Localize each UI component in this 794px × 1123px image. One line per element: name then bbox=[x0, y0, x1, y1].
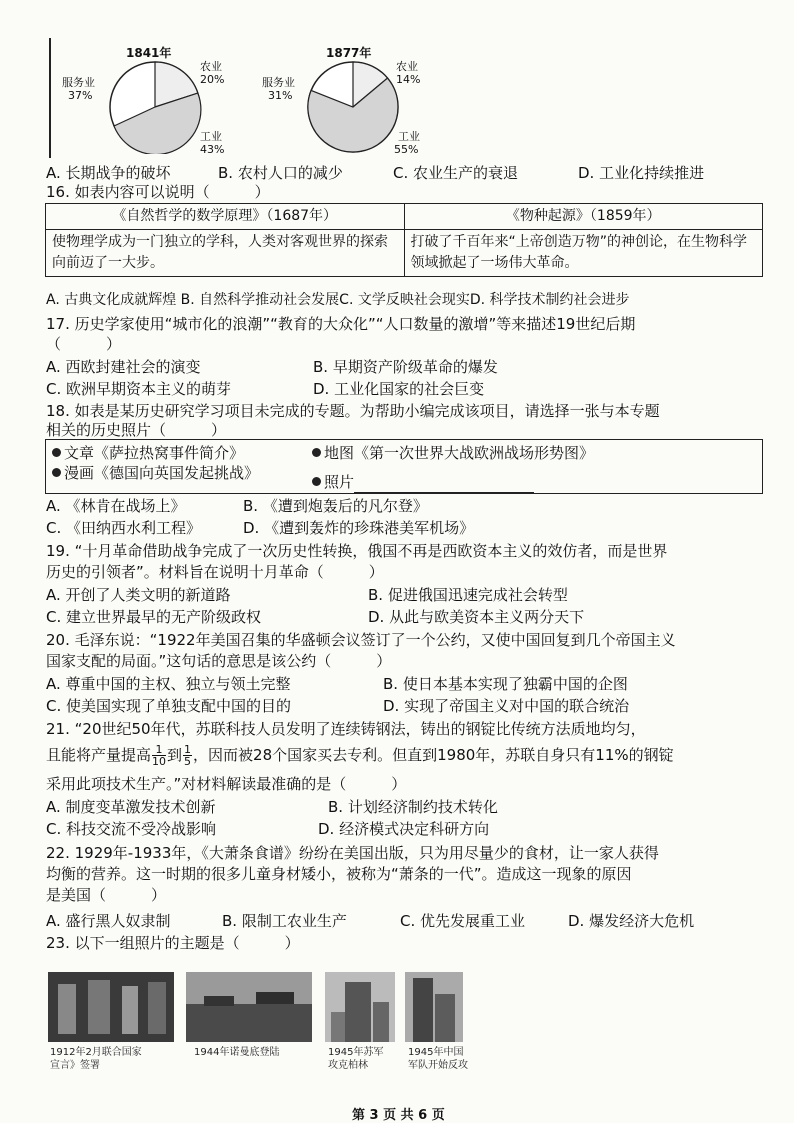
q21-option-c[interactable]: C. 科技交流不受冷战影响 bbox=[46, 820, 217, 838]
photo-3-berlin bbox=[325, 972, 395, 1042]
bullet-icon bbox=[312, 477, 321, 486]
pie1-serv-label: 服务业 bbox=[62, 76, 95, 89]
pie2-agri-value: 14% bbox=[396, 73, 421, 86]
photo-4-texture bbox=[405, 972, 463, 1042]
caption-4-line2: 军队开始反攻 bbox=[408, 1060, 468, 1071]
q22-stem-line1: 22. 1929年-1933年，《大萧条食谱》纷纷在美国出版，只为用尽量少的食材，让一家人获得 bbox=[46, 844, 659, 862]
q21-fraction-2-den: 5 bbox=[184, 755, 192, 768]
q20-option-c[interactable]: C. 使美国实现了单独支配中国的目的 bbox=[46, 697, 292, 715]
q18-item-cartoon bbox=[52, 463, 259, 483]
caption-2: 1944年诺曼底登陆 bbox=[194, 1047, 280, 1058]
q18-item-cartoon-label: 漫画《德国向英国发起挑战》 bbox=[64, 464, 260, 482]
q20-option-b[interactable]: B. 使日本基本实现了独霸中国的企图 bbox=[383, 675, 628, 693]
pie1-agri-value: 20% bbox=[200, 73, 225, 86]
q16-table bbox=[45, 203, 763, 277]
q16-cell-2: 打破了千百年来“上帝创造万物”的神创论，在生物科学领域掀起了一场伟大革命。 bbox=[404, 230, 763, 277]
q18-photo-blank bbox=[354, 472, 534, 493]
q19-option-b[interactable]: B. 促进俄国迅速完成社会转型 bbox=[368, 586, 568, 604]
q22-option-a[interactable]: A. 盛行黑人奴隶制 bbox=[46, 912, 171, 930]
q21-stem-text-b: ，因而被28个国家买去专利。但直到1980年，苏联自身只有11%的钢锭 bbox=[193, 746, 674, 764]
q16-header-2: 《物种起源》（1859年） bbox=[404, 204, 763, 230]
q22-option-b[interactable]: B. 限制工农业生产 bbox=[222, 912, 347, 930]
q17-stem-line1: 17. 历史学家使用“城市化的浪潮”“教育的大众化”“人口数量的激增”等来描述19世纪后期 bbox=[46, 315, 636, 333]
q16-options[interactable]: A. 古典文化成就辉煌 B. 自然科学推动社会发展C. 文学反映社会现实D. 科学技术制约社会进步 bbox=[46, 292, 630, 308]
q21-fraction-1-num: 1 bbox=[152, 744, 166, 756]
pie2-agri-label: 农业 bbox=[396, 60, 418, 73]
q21-stem-line2 bbox=[46, 744, 674, 767]
q17-stem-line2: （ ） bbox=[46, 335, 122, 353]
bullet-icon bbox=[312, 448, 321, 457]
q21-stem-line3: 采用此项技术生产。”对材料解读最准确的是（ ） bbox=[46, 775, 407, 793]
q22-option-d[interactable]: D. 爆发经济大危机 bbox=[568, 912, 695, 930]
q17-option-d[interactable]: D. 工业化国家的社会巨变 bbox=[313, 380, 485, 398]
bullet-icon bbox=[52, 468, 61, 477]
pie2-serv-value: 31% bbox=[268, 89, 293, 102]
photo-3-texture bbox=[325, 972, 395, 1042]
q17-option-c[interactable]: C. 欧洲早期资本主义的萌芽 bbox=[46, 380, 232, 398]
q23-stem: 23. 以下一组照片的主题是（ ） bbox=[46, 934, 300, 952]
page-number: 第 3 页 共 6 页 bbox=[352, 1108, 445, 1123]
caption-1-line2: 宣言》签署 bbox=[50, 1060, 100, 1071]
pie2-ind-value: 55% bbox=[394, 143, 419, 156]
pie2-ind-label: 工业 bbox=[398, 130, 420, 143]
q21-option-b[interactable]: B. 计划经济制约技术转化 bbox=[328, 798, 498, 816]
q18-stem-line2: 相关的历史照片（ ） bbox=[46, 421, 227, 439]
q19-option-c[interactable]: C. 建立世界最早的无产阶级政权 bbox=[46, 608, 262, 626]
pie1-graphic bbox=[108, 60, 202, 154]
caption-4-line1: 1945年中国 bbox=[408, 1047, 464, 1058]
q19-option-d[interactable]: D. 从此与欧美资本主义两分天下 bbox=[368, 608, 585, 626]
q18-option-a[interactable]: A. 《林肯在战场上》 bbox=[46, 497, 186, 515]
q18-item-article-label: 文章《萨拉热窝事件简介》 bbox=[64, 444, 245, 462]
pie1-serv-value: 37% bbox=[68, 89, 93, 102]
q21-stem-text-a: 且能将产量提高 bbox=[46, 746, 152, 764]
photo-2-normandy bbox=[186, 972, 312, 1042]
q22-option-c[interactable]: C. 优先发展重工业 bbox=[400, 912, 526, 930]
q16-stem: 16. 如表内容可以说明（ ） bbox=[46, 183, 270, 201]
margin-line bbox=[49, 38, 51, 158]
pie2-serv-label: 服务业 bbox=[262, 76, 295, 89]
photo-2-texture bbox=[186, 972, 312, 1042]
q18-item-photo bbox=[312, 472, 534, 493]
q18-option-c[interactable]: C. 《田纳西水利工程》 bbox=[46, 519, 202, 537]
caption-3-line2: 攻克柏林 bbox=[328, 1060, 368, 1071]
q21-option-a[interactable]: A. 制度变革激发技术创新 bbox=[46, 798, 216, 816]
q18-item-photo-label: 照片 bbox=[324, 473, 355, 491]
q17-option-b[interactable]: B. 早期资产阶级革命的爆发 bbox=[313, 358, 498, 376]
pie1-agri-label: 农业 bbox=[200, 60, 222, 73]
q21-fraction-2-num: 1 bbox=[184, 743, 192, 756]
q21-fraction-2 bbox=[183, 744, 192, 767]
caption-4 bbox=[408, 1046, 468, 1072]
q22-stem-line2: 均衡的营养。这一时期的很多儿童身材矮小，被称为“萧条的一代”。造成这一现象的原因 bbox=[46, 865, 632, 883]
bullet-icon bbox=[52, 448, 61, 457]
q20-stem-line2: 国家支配的局面。”这句话的意思是该公约（ ） bbox=[46, 652, 392, 670]
q15-option-a[interactable]: A. 长期战争的破坏 bbox=[46, 164, 171, 182]
q18-item-map bbox=[312, 443, 594, 463]
pie1-year: 1841年 bbox=[126, 46, 172, 60]
q21-fraction-1 bbox=[152, 744, 166, 767]
photo-1-declaration bbox=[48, 972, 174, 1042]
q18-item-map-label: 地图《第一次世界大战欧洲战场形势图》 bbox=[324, 444, 595, 462]
q21-option-d[interactable]: D. 经济模式决定科研方向 bbox=[318, 820, 490, 838]
q15-option-c[interactable]: C. 农业生产的衰退 bbox=[393, 164, 519, 182]
pie1-ind-value: 43% bbox=[200, 143, 225, 156]
q17-option-a[interactable]: A. 西欧封建社会的演变 bbox=[46, 358, 201, 376]
q22-stem-line3: 是美国（ ） bbox=[46, 886, 167, 904]
pie1-ind-label: 工业 bbox=[200, 130, 222, 143]
pie2-year: 1877年 bbox=[326, 46, 372, 60]
photo-1-texture bbox=[48, 972, 174, 1042]
q19-option-a[interactable]: A. 开创了人类文明的新道路 bbox=[46, 586, 231, 604]
q19-stem-line2: 历史的引领者”。材料旨在说明十月革命（ ） bbox=[46, 563, 384, 581]
q20-stem-line1: 20. 毛泽东说：“1922年美国召集的华盛顿会议签订了一个公约，又使中国回复到几个帝国主义 bbox=[46, 631, 676, 649]
q19-stem-line1: 19. “十月革命借助战争完成了一次历史性转换，俄国不再是西欧资本主义的效仿者，而是世界 bbox=[46, 542, 668, 560]
q21-fraction-1-den: 10 bbox=[152, 755, 167, 768]
q21-stem-line1: 21. “20世纪50年代，苏联科技人员发明了连续铸钢法，铸出的钢锭比传统方法质地均匀， bbox=[46, 720, 646, 738]
q18-item-article bbox=[52, 443, 244, 463]
q20-option-d[interactable]: D. 实现了帝国主义对中国的联合统治 bbox=[383, 697, 630, 715]
caption-1-line1: 1912年2月联合国家 bbox=[50, 1047, 142, 1058]
caption-3-line1: 1945年苏军 bbox=[328, 1047, 384, 1058]
q16-cell-1: 使物理学成为一门独立的学科，人类对客观世界的探索向前迈了一大步。 bbox=[46, 230, 405, 277]
caption-3 bbox=[328, 1046, 383, 1072]
photo-4-counteroffensive bbox=[405, 972, 463, 1042]
caption-1 bbox=[50, 1046, 142, 1072]
q16-header-1: 《自然哲学的数学原理》（1687年） bbox=[46, 204, 405, 230]
q15-option-d[interactable]: D. 工业化持续推进 bbox=[578, 164, 705, 182]
q18-option-b[interactable]: B. 《遭到炮轰后的凡尔登》 bbox=[243, 497, 428, 515]
q15-option-b[interactable]: B. 农村人口的减少 bbox=[218, 164, 343, 182]
q20-option-a[interactable]: A. 尊重中国的主权、独立与领土完整 bbox=[46, 675, 291, 693]
q18-option-d[interactable]: D. 《遭到轰炸的珍珠港美军机场》 bbox=[243, 519, 475, 537]
q18-stem-line1: 18. 如表是某历史研究学习项目未完成的专题。为帮助小编完成该项目，请选择一张与本专题 bbox=[46, 402, 660, 420]
q21-to: 到 bbox=[167, 746, 183, 764]
pie2-graphic bbox=[306, 60, 400, 154]
